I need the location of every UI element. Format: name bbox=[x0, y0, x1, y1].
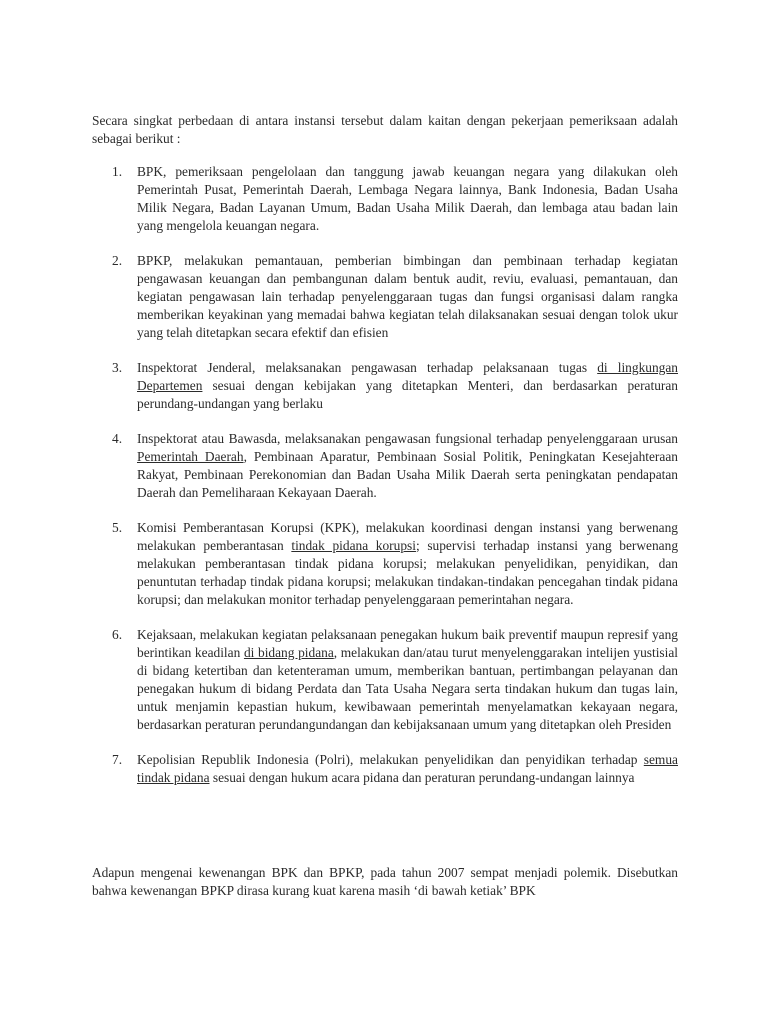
underlined-link[interactable]: Pemerintah Daerah bbox=[137, 449, 244, 464]
list-item bbox=[92, 252, 678, 342]
list-item-text-cont: ; supervisi terhadap instansi yang berwenang melakukan pemberantasan tindak pidana korupsi; melakukan penyelidikan, penyidikan, dan penuntutan terhadap tindak pidana korupsi; melakukan tindakan-tindakan pencegahan tindak pidana korupsi; dan melakukan monitor terhadap penyelenggaraan pemerintahan negara. bbox=[137, 538, 679, 607]
list-item-text: Komisi Pemberantasan Korupsi (KPK), melakukan koordinasi dengan instansi yang berwenang melakukan pemberantasan bbox=[137, 520, 678, 553]
list-item-text: Inspektorat atau Bawasda, melaksanakan pengawasan fungsional terhadap penyelenggaraan urusan bbox=[137, 431, 678, 446]
list-item-number: 3. bbox=[112, 360, 123, 375]
list-item-number: 1. bbox=[112, 164, 123, 179]
list-item bbox=[92, 163, 678, 235]
list-item-text: BPK, pemeriksaan pengelolaan dan tanggung jawab keuangan negara yang dilakukan oleh Pemerintah Pusat, Pemerintah Daerah, Lembaga Negara lainnya, Bank Indonesia, Badan Usaha Milik Negara, Badan Layanan Umum, Badan Usaha Milik Daerah, dan lembaga atau badan lain yang mengelola keuangan negara. bbox=[137, 164, 678, 233]
list-item bbox=[92, 626, 678, 734]
underlined-link[interactable]: tindak pidana korupsi bbox=[291, 538, 416, 553]
list-item-text: Kejaksaan, melakukan kegiatan pelaksanaan penegakan hukum baik preventif maupun represif yang berintikan keadilan bbox=[137, 627, 678, 660]
list-item-number: 6. bbox=[112, 627, 123, 642]
list-item-text-cont: , Pembinaan Aparatur, Pembinaan Sosial Politik, Peningkatan Kesejahteraan Rakyat, Pembinaan Perekonomian dan Badan Usaha Milik Daerah serta peningkatan pendapatan Daerah dan Pemeliharaan Kekayaan Daerah. bbox=[137, 449, 678, 500]
closing-paragraph: Adapun mengenai kewenangan BPK dan BPKP, pada tahun 2007 sempat menjadi polemik. Disebutkan bahwa kewenangan BPKP dirasa kurang kuat karena masih ‘di bawah ketiak’ BPK bbox=[92, 865, 678, 898]
list-item-number: 5. bbox=[112, 520, 123, 535]
institution-list bbox=[92, 163, 678, 804]
list-item bbox=[92, 519, 678, 609]
list-item bbox=[92, 359, 678, 413]
list-item-number: 2. bbox=[112, 253, 123, 268]
list-item-text: Inspektorat Jenderal, melaksanakan pengawasan terhadap pelaksanaan tugas bbox=[137, 360, 598, 375]
list-item bbox=[92, 430, 678, 502]
list-item bbox=[92, 751, 678, 787]
list-item-text-cont: sesuai dengan hukum acara pidana dan peraturan perundang-undangan lainnya bbox=[209, 770, 635, 785]
list-item-text-cont: sesuai dengan kebijakan yang ditetapkan Menteri, dan berdasarkan peraturan perundang-undangan yang berlaku bbox=[137, 378, 678, 411]
intro-paragraph: Secara singkat perbedaan di antara instansi tersebut dalam kaitan dengan pekerjaan pemeriksaan adalah sebagai berikut : bbox=[92, 113, 678, 146]
underlined-link[interactable]: di lingkungan Departemen bbox=[137, 360, 678, 393]
underlined-link[interactable]: semua tindak pidana bbox=[137, 752, 678, 785]
list-item-number: 7. bbox=[112, 752, 123, 767]
list-item-text: Kepolisian Republik Indonesia (Polri), melakukan penyelidikan dan penyidikan terhadap bbox=[137, 752, 644, 767]
underlined-link[interactable]: di bidang pidana bbox=[243, 645, 334, 660]
list-item-text: BPKP, melakukan pemantauan, pemberian bimbingan dan pembinaan terhadap kegiatan pengawasan keuangan dan pembangunan dalam bentuk audit, reviu, evaluasi, pemantauan, dan kegiatan pengawasan lain terhadap penyelenggaraan tugas dan fungsi organisasi dalam rangka memberikan keyakinan yang memadai bahwa kegiatan telah dilaksanakan sesuai dengan tolok ukur yang telah ditetapkan secara efektif dan efisien bbox=[137, 253, 678, 340]
list-item-number: 4. bbox=[112, 431, 123, 446]
list-item-text-cont: , melakukan dan/atau turut menyelenggarakan intelijen yustisial di bidang ketertiban dan ketenteraman umum, memberikan bantuan, pertimbangan pelayanan dan penegakan hukum di bidang Perdata dan Tata Usaha Negara serta tindakan hukum dan tugas lain, untuk menjamin kepastian hukum, kewibawaan pemerintah menyelamatkan kekayaan negara, berdasarkan peraturan perundangundangan dan kebijaksanaan umum yang ditetapkan oleh Presiden bbox=[137, 645, 679, 732]
